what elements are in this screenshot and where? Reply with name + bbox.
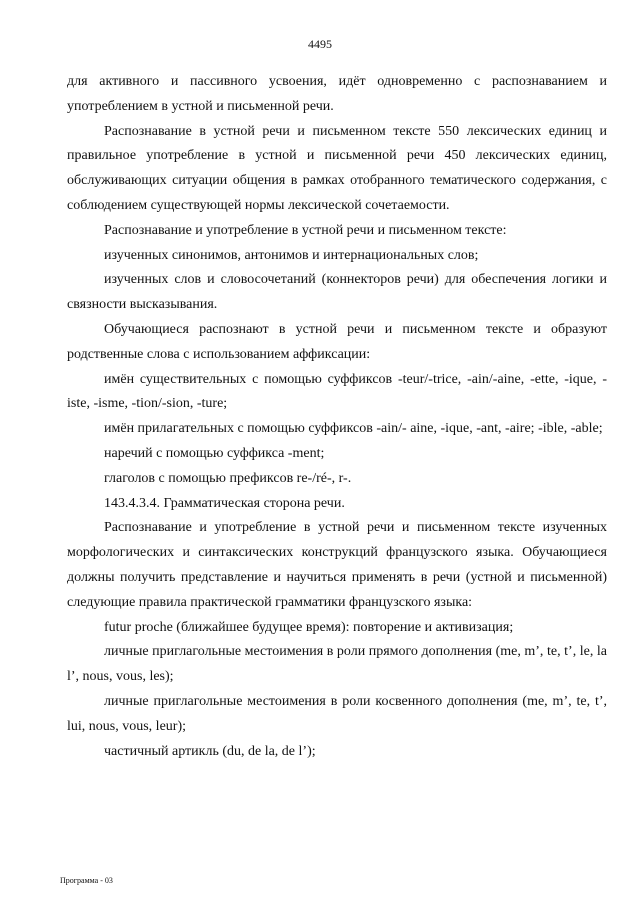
list-item: глаголов с помощью префиксов re-/ré-, r-.: [104, 470, 352, 486]
page-footer: Программа - 03: [60, 876, 113, 885]
list-item: изученных слов и словосочетаний (коннекторов речи) для обеспечения логики и связности высказывания.: [67, 272, 607, 313]
list-item: имён существительных с помощью суффиксов -teur/-trice, -ain/-aine, -ette, -ique, -iste, -isme, -tion/-sion, -ture;: [67, 371, 607, 412]
list-item: личные приглагольные местоимения в роли прямого дополнения (me, m’, te, t’, le, la l’, nous, vous, les);: [67, 644, 607, 685]
page-number: 4495: [308, 37, 332, 51]
list-item: изученных синонимов, антонимов и интернациональных слов;: [104, 247, 479, 263]
paragraph: Распознавание и употребление в устной речи и письменном тексте:: [104, 222, 507, 238]
list-item: наречий с помощью суффикса -ment;: [104, 445, 325, 461]
list-item: futur proche (ближайшее будущее время): повторение и активизация;: [104, 619, 514, 635]
document-body: [67, 70, 607, 764]
list-item: личные приглагольные местоимения в роли косвенного дополнения (me, m’, te, t’, lui, nous, vous, leur);: [67, 693, 607, 734]
paragraph: Распознавание и употребление в устной речи и письменном тексте изученных морфологических и синтаксических конструкций французского языка. Обучающиеся должны получить представление и научиться применять в речи (устной и письменной) следующие правила практической грамматики французского языка:: [67, 520, 607, 610]
list-item: имён прилагательных с помощью суффиксов -ain/- aine, -ique, -ant, -aire; -ible, -able;: [104, 421, 603, 437]
paragraph: Обучающиеся распознают в устной речи и письменном тексте и образуют родственные слова с использованием аффиксации:: [67, 321, 607, 362]
paragraph: для активного и пассивного усвоения, идёт одновременно с распознаванием и употреблением в устной и письменной речи.: [67, 74, 607, 114]
list-item: частичный артикль (du, de la, de l’);: [104, 743, 316, 759]
section-heading: 143.4.3.4. Грамматическая сторона речи.: [104, 495, 345, 511]
paragraph: Распознавание в устной речи и письменном тексте 550 лексических единиц и правильное употребление в устной и письменной речи 450 лексических единиц, обслуживающих ситуации общения в рамках отобранного тематического содержания, с соблюдением существующей нормы лексической сочетаемости.: [67, 123, 607, 213]
